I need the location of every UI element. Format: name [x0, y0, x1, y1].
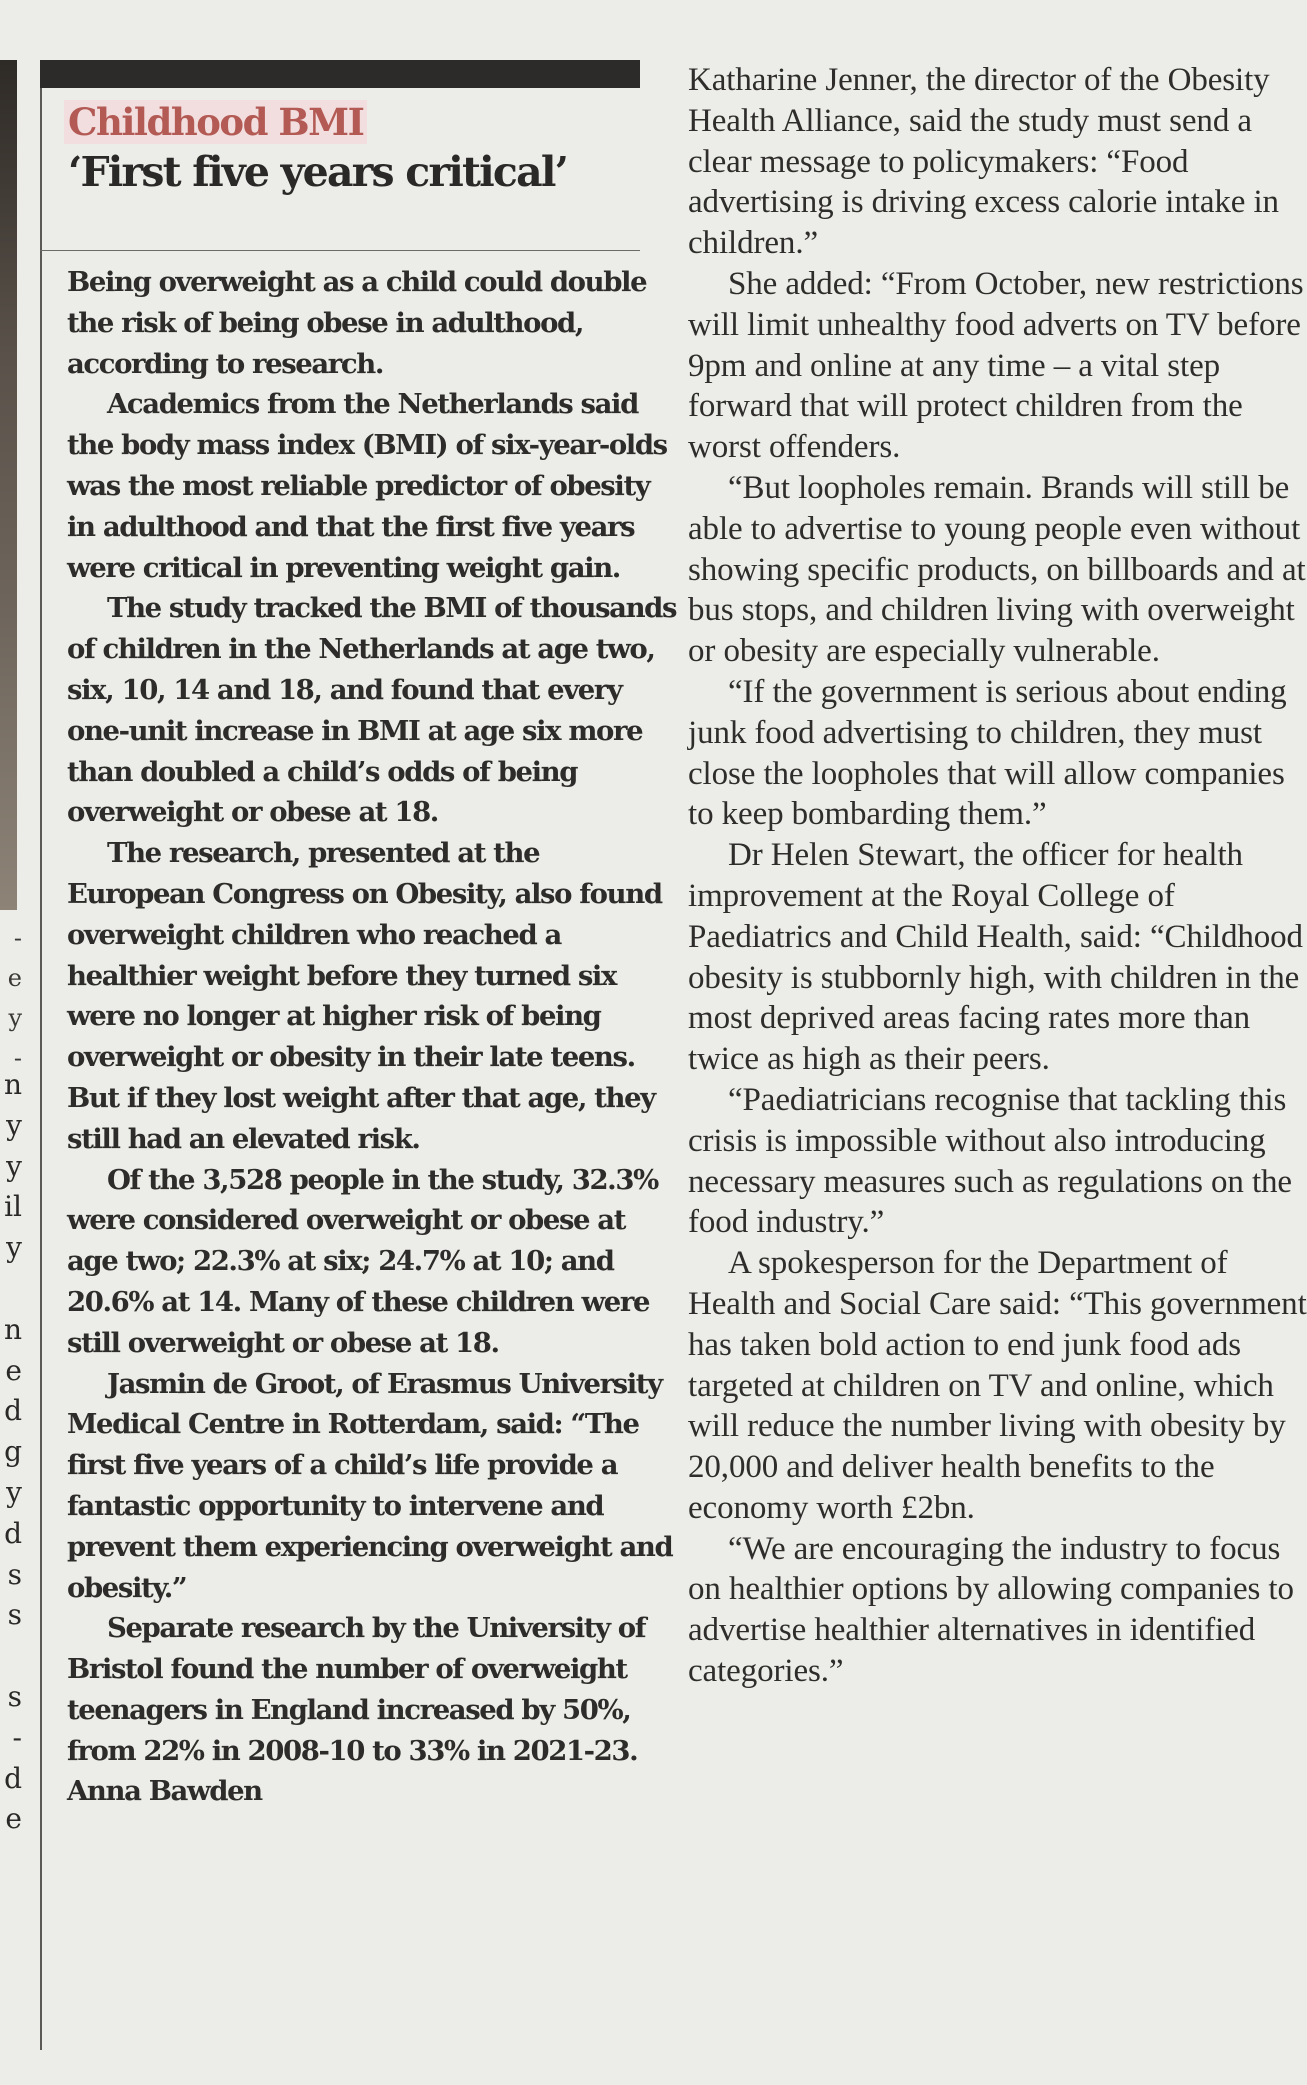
adjacent-letter: e — [5, 1353, 22, 1387]
headline: ‘First five years critical’ — [68, 148, 568, 196]
right-column — [688, 60, 1307, 1692]
adjacent-letter: s — [7, 1679, 22, 1713]
adjacent-letter: e — [5, 1802, 22, 1836]
adjacent-letter: y — [6, 1108, 22, 1142]
adjacent-page-text-upper — [0, 918, 22, 1078]
paragraph: Academics from the Netherlands said the body mass index (BMI) of six-year-olds was the most reliable predictor of obesity in adulthood and that the first five years were critical in preventing weight gain. — [67, 388, 667, 584]
adjacent-letter: - — [13, 1044, 22, 1072]
adjacent-photo-strip — [0, 60, 17, 910]
last-paragraph — [67, 1608, 677, 1812]
adjacent-letter: y — [6, 1475, 22, 1509]
paragraph: “If the government is serious about ending junk food advertising to children, they must close the loopholes that will allow companies to keep bombarding them.” — [688, 673, 1287, 833]
paragraph: She added: “From October, new restrictions will limit unhealthy food adverts on TV before 9pm and online at any time – a vital step forward that will protect children from the worst offenders. — [688, 265, 1304, 466]
paragraph: Katharine Jenner, the director of the Obesity Health Alliance, said the study must send a clear message to policymakers: “Food advertising is driving excess calorie intake in children.” — [688, 62, 1279, 262]
paragraph-text: Separate research by the University of Bristol found the number of overweight teenagers in England increased by 50%, from 22% in 2008-10 to 33% in 2021-23. — [67, 1612, 646, 1767]
paragraph: A spokesperson for the Department of Health and Social Care said: “This government has taken bold action to end junk food ads targeted at children on TV and online, which will reduce the number living with obesity by 20,000 and deliver health benefits to the economy worth £2bn. — [688, 1245, 1307, 1526]
adjacent-letter: - — [12, 1720, 22, 1754]
paragraph: The research, presented at the European Congress on Obesity, also found overweight children who reached a healthier weight before they turned six were no longer at higher risk of being overweight or obesity in their late teens. But if they lost weight after that age, they still had an elevated risk. — [67, 837, 662, 1155]
adjacent-letter: g — [4, 1435, 22, 1469]
paragraph: Being overweight as a child could double the risk of being obese in adulthood, according to research. — [67, 266, 647, 380]
adjacent-letter: y — [6, 1149, 22, 1183]
kicker: Childhood BMI — [64, 100, 367, 144]
byline: Anna Bawden — [67, 1775, 262, 1808]
adjacent-letter — [0, 1636, 22, 1677]
adjacent-letter: - — [13, 924, 22, 952]
adjacent-page-text — [0, 1065, 22, 1840]
adjacent-letter: n — [3, 1312, 22, 1346]
header-bar — [40, 60, 640, 88]
article-header — [68, 100, 638, 196]
adjacent-letter: y — [6, 1231, 22, 1265]
adjacent-letter: s — [7, 1557, 22, 1591]
adjacent-letter: s — [7, 1598, 22, 1632]
adjacent-letter: il — [4, 1190, 22, 1224]
adjacent-letter: d — [4, 1394, 22, 1428]
adjacent-letter — [0, 1269, 22, 1310]
left-column — [67, 262, 677, 1812]
column-rule — [40, 60, 42, 2050]
paragraph: Jasmin de Groot, of Erasmus University Medical Centre in Rotterdam, said: “The first five years of a child’s life provide a fantastic opportunity to intervene and prevent them experiencing overweight and obesity.” — [67, 1367, 673, 1604]
header-rule — [40, 250, 640, 251]
adjacent-letter: d — [4, 1761, 22, 1795]
paragraph: “But loopholes remain. Brands will still be able to advertise to young people even without showing specific products, on billboards and at bus stops, and children living with overweight or obesity are especially vulnerable. — [688, 469, 1306, 670]
paragraph: Of the 3,528 people in the study, 32.3% were considered overweight or obese at age two; 22.3% at six; 24.7% at 10; and 20.6% at 14. Many of these children were still overweight or obese at 18. — [67, 1163, 658, 1359]
adjacent-letter: d — [4, 1516, 22, 1550]
paragraph: “We are encouraging the industry to focus on healthier options by allowing companies to advertise healthier alternatives in identified categories.” — [688, 1530, 1294, 1690]
adjacent-letter: n — [3, 1068, 22, 1101]
adjacent-letter: e — [7, 964, 22, 992]
paragraph: “Paediatricians recognise that tackling this crisis is impossible without also introducing necessary measures such as regulations on the food industry.” — [688, 1081, 1292, 1241]
paragraph: The study tracked the BMI of thousands of children in the Netherlands at age two, six, 10, 14 and 18, and found that every one-unit increase in BMI at age six more than doubled a child’s odds of being overweight or obese at 18. — [67, 592, 677, 829]
adjacent-letter: y — [8, 1004, 22, 1032]
paragraph: Dr Helen Stewart, the officer for health improvement at the Royal College of Paediatrics and Child Health, said: “Childhood obesity is stubbornly high, with children in the most deprived areas facing rates more than twice as high as their peers. — [688, 837, 1303, 1078]
news-article — [40, 60, 1307, 2070]
